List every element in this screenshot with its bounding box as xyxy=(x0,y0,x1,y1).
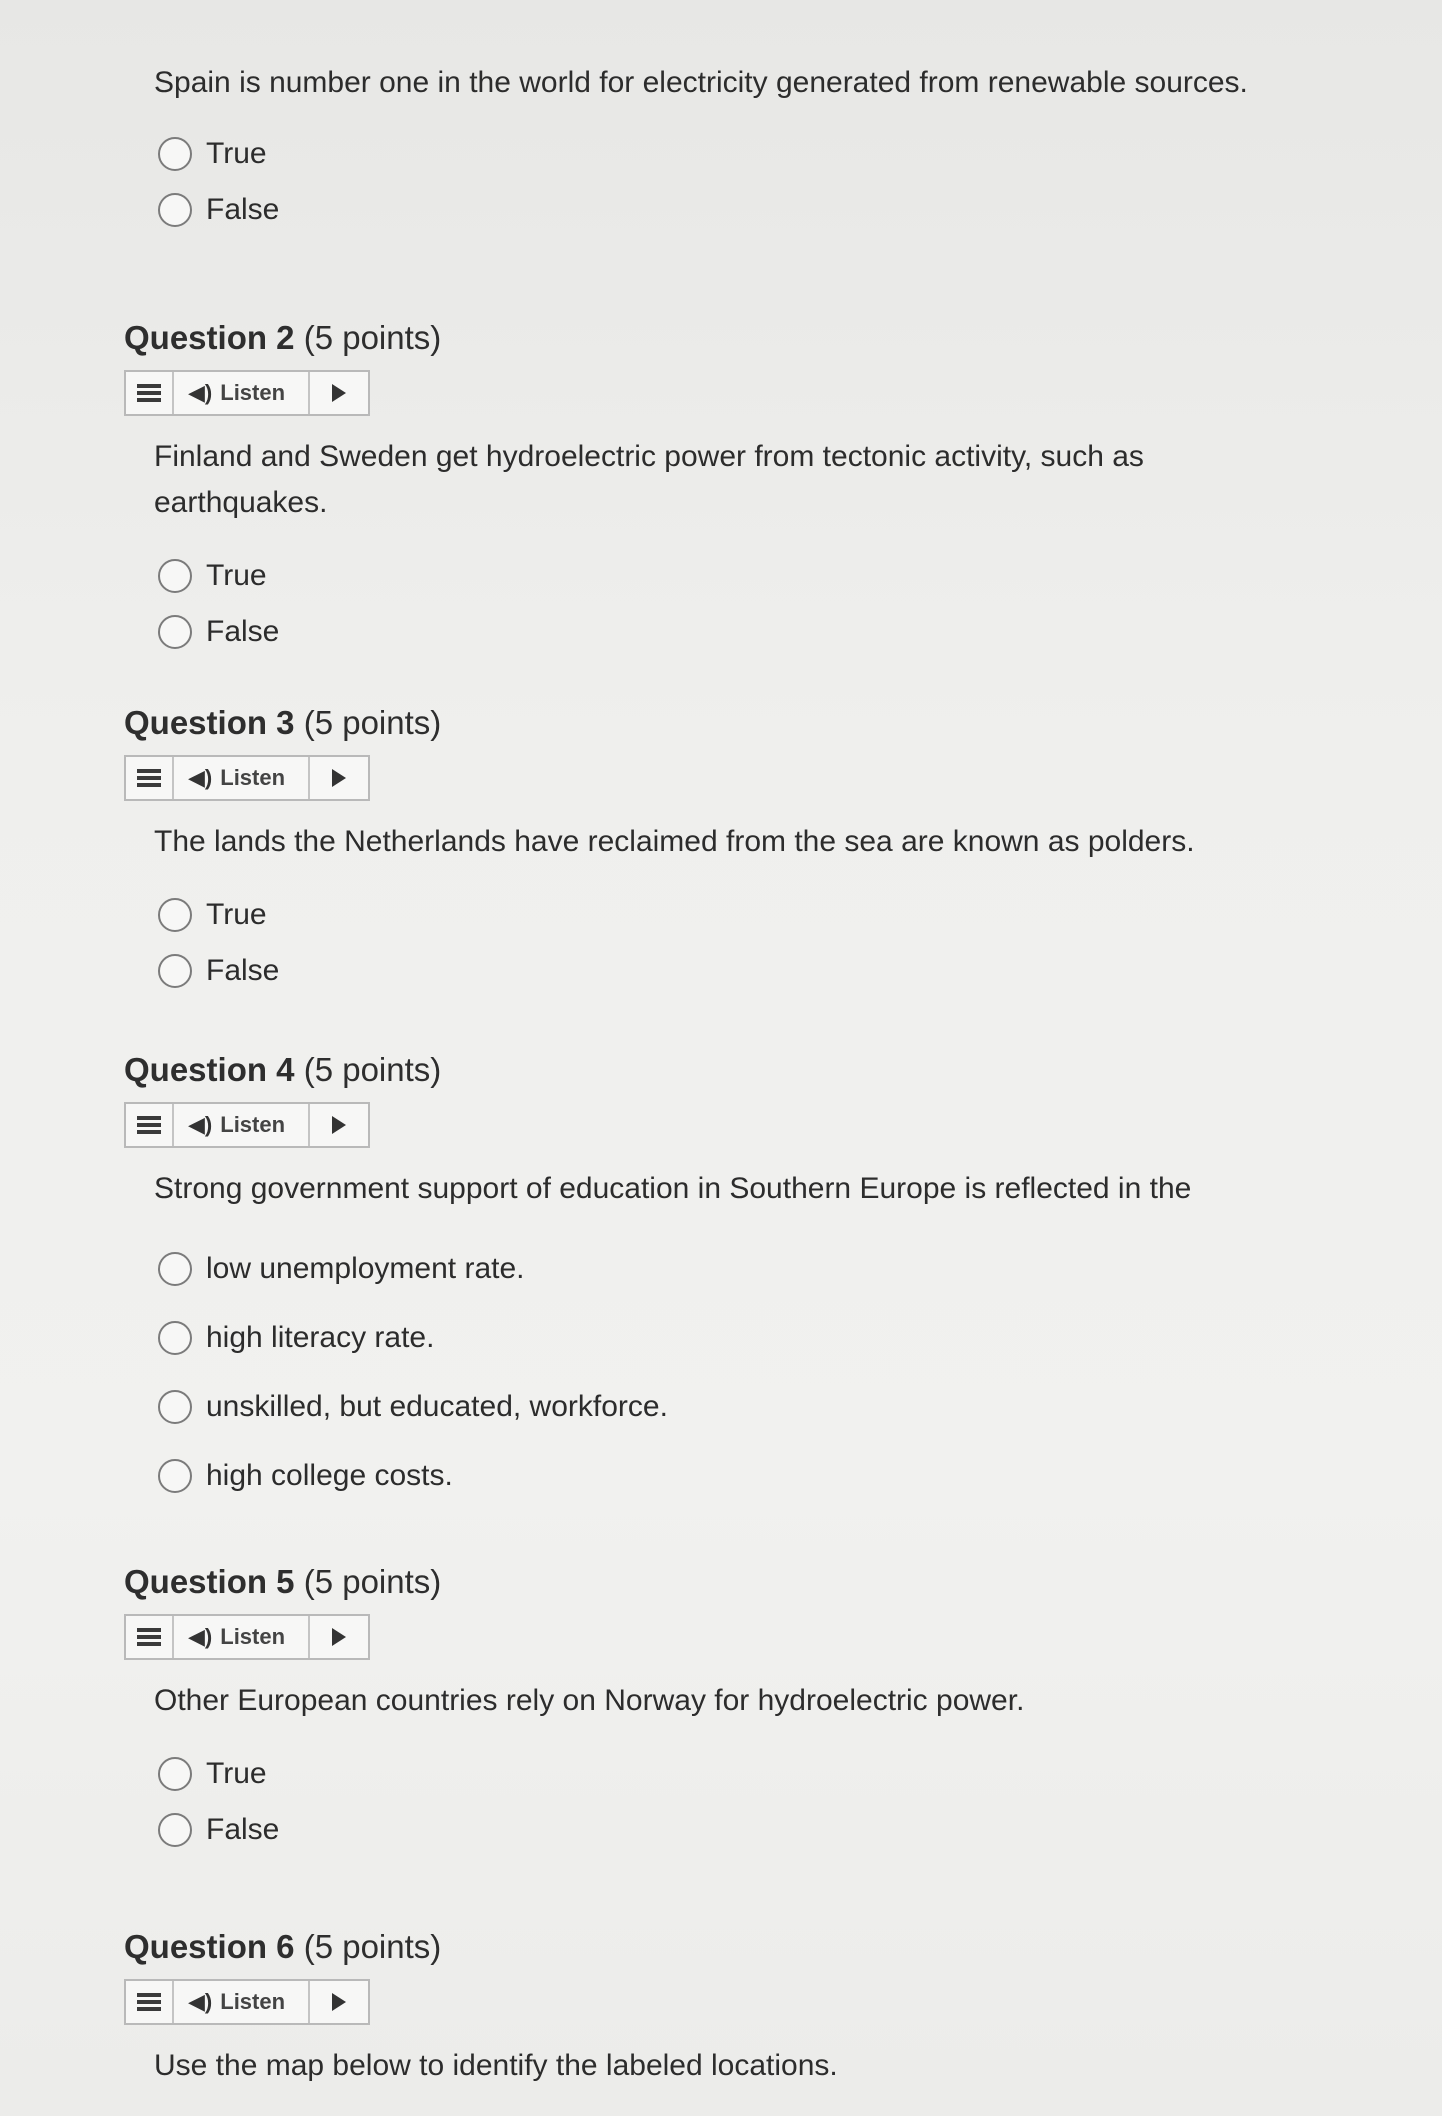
menu-icon[interactable] xyxy=(126,1981,174,2023)
menu-icon[interactable] xyxy=(126,372,174,414)
question-2-option-true[interactable] xyxy=(158,548,1324,604)
option-label: False xyxy=(206,954,280,987)
question-2-text: Finland and Sweden get hydroelectric power from tectonic activity, such as earthquakes. xyxy=(154,440,1144,519)
play-icon[interactable] xyxy=(310,1104,368,1146)
option-label: True xyxy=(206,559,267,592)
question-6 xyxy=(124,1927,1324,2089)
speaker-icon: ◀) xyxy=(188,765,213,790)
option-label: high literacy rate. xyxy=(206,1320,435,1354)
option-label: False xyxy=(206,193,280,226)
read-aloud-toolbar xyxy=(124,1979,370,2025)
question-1-text: Spain is number one in the world for electricity generated from renewable sources. xyxy=(154,66,1248,99)
question-6-heading: Question 6 (5 points) xyxy=(124,1928,442,1965)
question-3-text: The lands the Netherlands have reclaimed from the sea are known as polders. xyxy=(154,825,1195,858)
question-5 xyxy=(124,1562,1324,1858)
question-4-text: Strong government support of education in Southern Europe is reflected in the xyxy=(154,1172,1192,1205)
question-4-option-d[interactable] xyxy=(158,1441,1324,1510)
question-4-option-a[interactable] xyxy=(158,1234,1324,1303)
radio-button[interactable] xyxy=(158,1757,192,1791)
question-5-text: Other European countries rely on Norway for hydroelectric power. xyxy=(154,1684,1025,1717)
option-label: True xyxy=(206,137,267,170)
question-3-heading: Question 3 (5 points) xyxy=(124,704,442,741)
play-icon[interactable] xyxy=(310,1616,368,1658)
listen-button[interactable]: ◀) Listen xyxy=(174,1981,310,2023)
option-label: False xyxy=(206,615,280,648)
question-4-options xyxy=(158,1234,1324,1510)
radio-button[interactable] xyxy=(158,193,192,227)
radio-button[interactable] xyxy=(158,1252,192,1286)
option-label: True xyxy=(206,898,267,931)
question-1-option-false[interactable] xyxy=(158,182,1324,238)
radio-button[interactable] xyxy=(158,1813,192,1847)
question-4-heading: Question 4 (5 points) xyxy=(124,1051,442,1088)
read-aloud-toolbar xyxy=(124,755,370,801)
radio-button[interactable] xyxy=(158,137,192,171)
play-icon[interactable] xyxy=(310,1981,368,2023)
question-5-option-true[interactable] xyxy=(158,1746,1324,1802)
radio-button[interactable] xyxy=(158,1390,192,1424)
question-3-option-false[interactable] xyxy=(158,943,1324,999)
question-1-options xyxy=(158,126,1324,238)
question-3-options xyxy=(158,887,1324,999)
radio-button[interactable] xyxy=(158,1321,192,1355)
radio-button[interactable] xyxy=(158,1459,192,1493)
option-label: False xyxy=(206,1813,280,1846)
speaker-icon: ◀) xyxy=(188,1989,213,2014)
menu-icon[interactable] xyxy=(126,757,174,799)
speaker-icon: ◀) xyxy=(188,1112,213,1137)
question-4 xyxy=(124,1050,1324,1510)
question-3 xyxy=(124,703,1324,999)
play-icon[interactable] xyxy=(310,757,368,799)
question-3-option-true[interactable] xyxy=(158,887,1324,943)
question-2 xyxy=(124,318,1324,660)
radio-button[interactable] xyxy=(158,615,192,649)
question-2-heading: Question 2 (5 points) xyxy=(124,319,442,356)
radio-button[interactable] xyxy=(158,954,192,988)
question-5-option-false[interactable] xyxy=(158,1802,1324,1858)
listen-button[interactable]: ◀) Listen xyxy=(174,372,310,414)
play-icon[interactable] xyxy=(310,372,368,414)
question-6-text: Use the map below to identify the labeled locations. xyxy=(154,2049,838,2082)
listen-button[interactable]: ◀) Listen xyxy=(174,757,310,799)
option-label: low unemployment rate. xyxy=(206,1251,525,1285)
question-2-options xyxy=(158,548,1324,660)
read-aloud-toolbar xyxy=(124,1102,370,1148)
read-aloud-toolbar xyxy=(124,370,370,416)
question-1-option-true[interactable] xyxy=(158,126,1324,182)
listen-button[interactable]: ◀) Listen xyxy=(174,1616,310,1658)
speaker-icon: ◀) xyxy=(188,1624,213,1649)
question-5-options xyxy=(158,1746,1324,1858)
speaker-icon: ◀) xyxy=(188,380,213,405)
radio-button[interactable] xyxy=(158,559,192,593)
radio-button[interactable] xyxy=(158,898,192,932)
option-label: True xyxy=(206,1757,267,1790)
read-aloud-toolbar xyxy=(124,1614,370,1660)
menu-icon[interactable] xyxy=(126,1104,174,1146)
listen-button[interactable]: ◀) Listen xyxy=(174,1104,310,1146)
question-1 xyxy=(124,60,1324,238)
question-4-option-b[interactable] xyxy=(158,1303,1324,1372)
question-4-option-c[interactable] xyxy=(158,1372,1324,1441)
option-label: high college costs. xyxy=(206,1458,453,1492)
question-2-option-false[interactable] xyxy=(158,604,1324,660)
question-5-heading: Question 5 (5 points) xyxy=(124,1563,442,1600)
menu-icon[interactable] xyxy=(126,1616,174,1658)
option-label: unskilled, but educated, workforce. xyxy=(206,1389,668,1423)
